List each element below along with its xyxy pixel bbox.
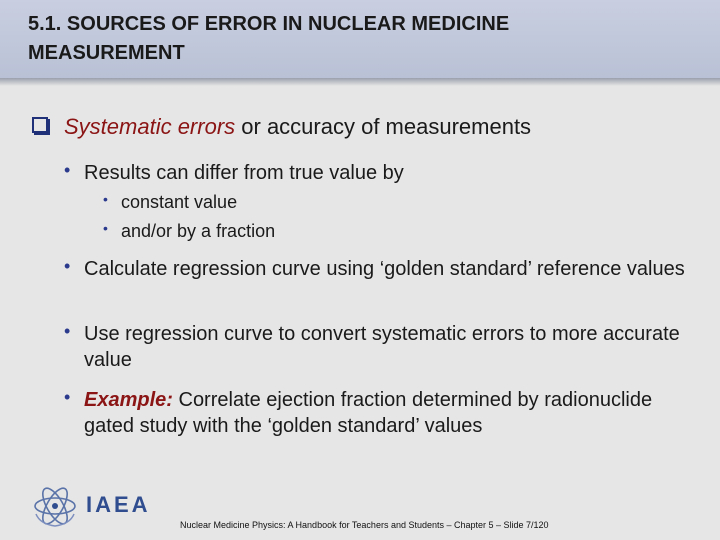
iaea-wordmark: IAEA xyxy=(86,492,151,517)
bullet-dot-icon: • xyxy=(64,387,71,407)
sub-bullet-2: and/or by a fraction xyxy=(121,221,276,241)
bullet-dot-icon: • xyxy=(64,256,71,276)
checkbox-bullet-icon xyxy=(32,117,48,133)
iaea-logo-icon xyxy=(30,484,80,528)
sub-bullet-dot-icon: • xyxy=(103,220,108,236)
bullet-dot-icon: • xyxy=(64,321,71,341)
main-heading xyxy=(64,113,531,141)
bullet-4 xyxy=(84,387,694,439)
slide-title: 5.1. SOURCES OF ERROR IN NUCLEAR MEDICINE MEASUREMENT xyxy=(28,13,510,64)
bullet-dot-icon: • xyxy=(64,160,71,180)
sub-bullet-1: constant value xyxy=(121,192,238,212)
footer-citation: Nuclear Medicine Physics: A Handbook for Teachers and Students – Chapter 5 – Slide 7/120 xyxy=(180,520,549,530)
bullet-3: Use regression curve to convert systematic errors to more accurate value xyxy=(84,323,680,371)
header-divider xyxy=(0,78,720,86)
heading-italic: Systematic errors xyxy=(64,114,236,139)
sub-bullet-dot-icon: • xyxy=(103,191,108,207)
bullet-1: Results can differ from true value by xyxy=(84,162,404,184)
example-label: Example: xyxy=(84,389,173,411)
heading-rest: or accuracy of measurements xyxy=(235,114,532,139)
bullet-2: Calculate regression curve using ‘golden standard’ reference values xyxy=(84,258,685,280)
example-text: Correlate ejection fraction determined by radionuclide gated study with the ‘golden standard’ values xyxy=(84,389,653,437)
